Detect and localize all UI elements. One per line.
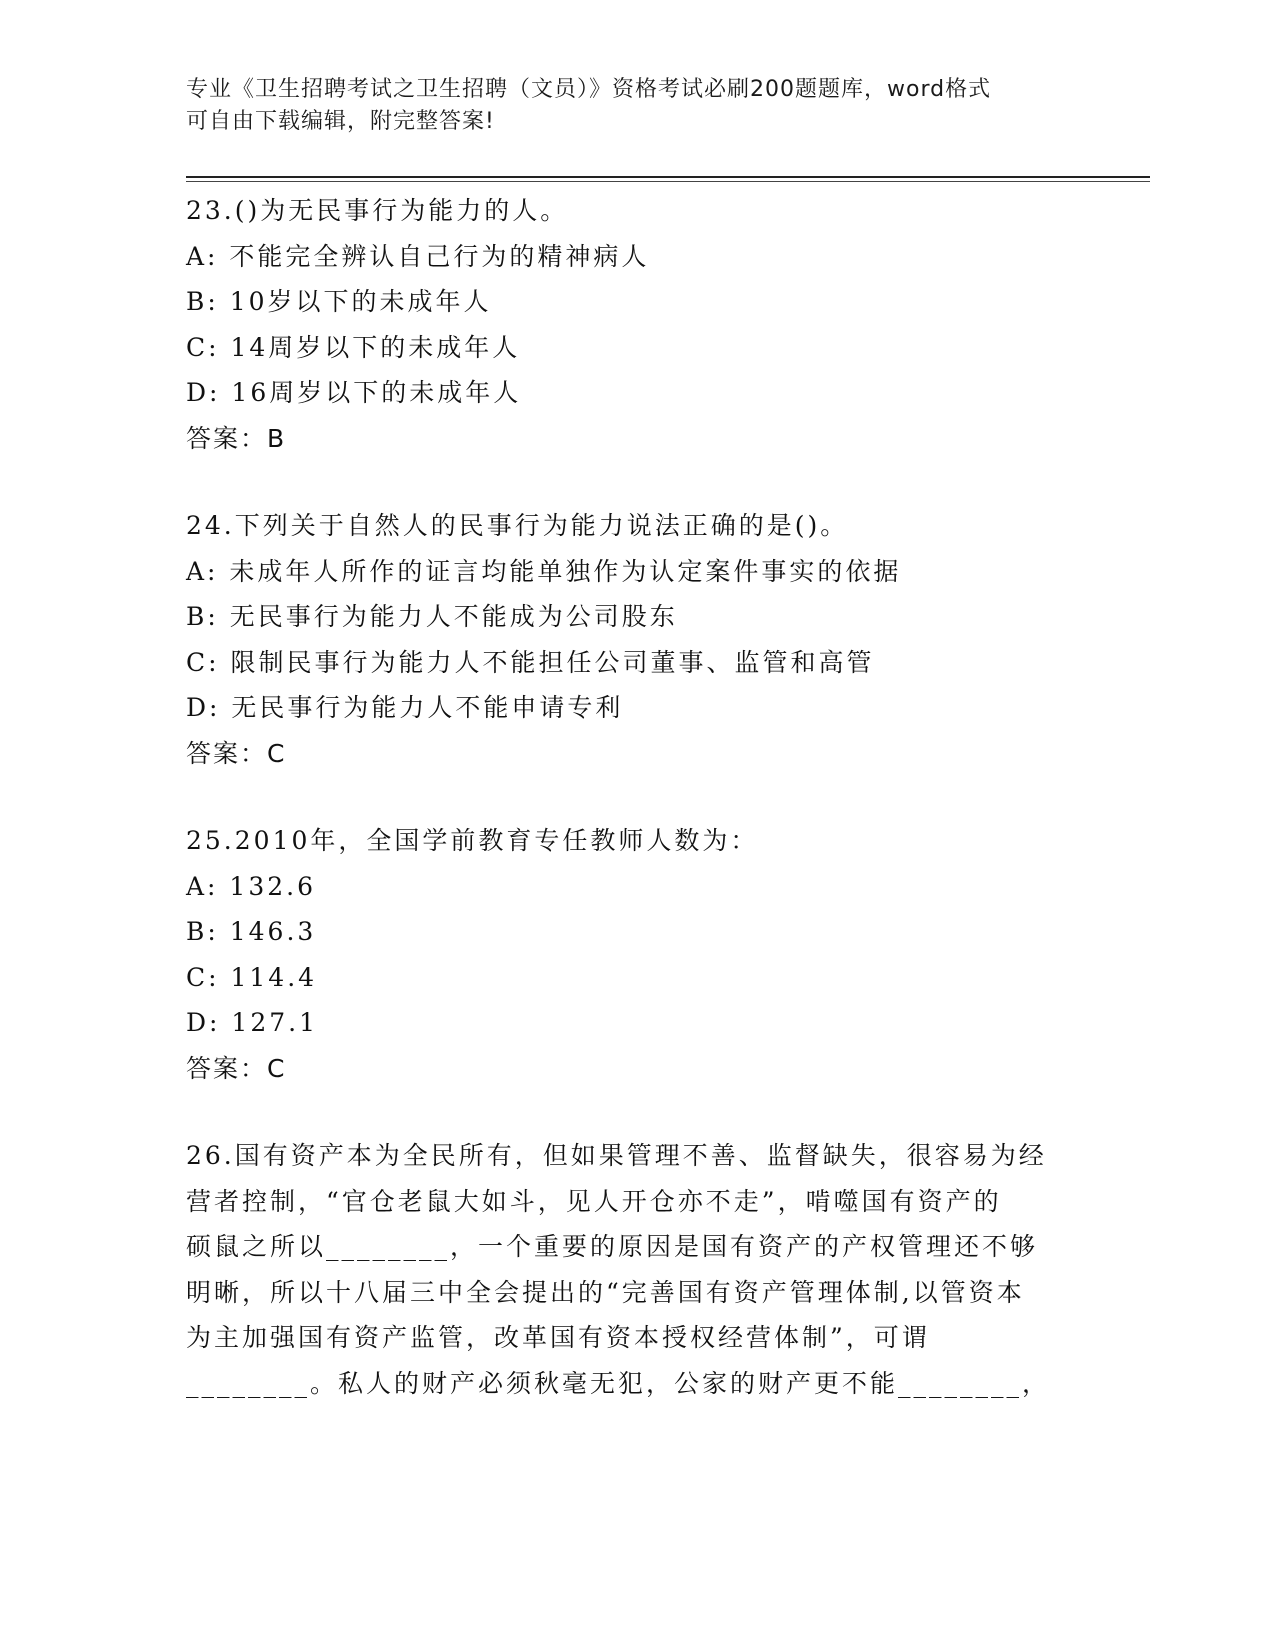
option-b: B: 10岁以下的未成年人 — [186, 287, 492, 316]
option-d: D: 127.1 — [186, 1008, 318, 1037]
option-c: C: 14周岁以下的未成年人 — [186, 332, 521, 362]
option-c: C: 114.4 — [186, 962, 318, 992]
option-b: B: 无民事行为能力人不能成为公司股东 — [186, 602, 678, 631]
question-26-line-6: ________。私人的财产必须秋毫无犯，公家的财产更不能________， — [186, 1368, 1051, 1398]
header-line-1: 专业《卫生招聘考试之卫生招聘（文员）》资格考试必刷200题题库，word格式 — [186, 77, 992, 102]
question-26-line-1: 26.国有资产本为全民所有，但如果管理不善、监督缺失，很容易为经 — [186, 1141, 1047, 1170]
question-26-line-2: 营者控制，“官仓老鼠大如斗，见人开仓亦不走”，啃噬国有资产的 — [186, 1186, 1002, 1216]
option-c: C: 限制民事行为能力人不能担任公司董事、监管和高管 — [186, 647, 875, 677]
question-26 — [186, 1133, 1086, 1406]
header-divider-thick — [186, 176, 1150, 178]
option-a: A: 132.6 — [186, 871, 316, 901]
question-stem: 24.下列关于自然人的民事行为能力说法正确的是()。 — [186, 511, 849, 540]
option-a: A: 不能完全辨认自己行为的精神病人 — [186, 241, 650, 271]
question-23 — [186, 188, 1086, 461]
question-24 — [186, 503, 1086, 776]
option-d: D: 无民事行为能力人不能申请专利 — [186, 693, 624, 722]
option-a: A: 未成年人所作的证言均能单独作为认定案件事实的依据 — [186, 556, 902, 586]
header-divider-thin — [186, 181, 1150, 182]
question-list — [186, 188, 1086, 1406]
header-line-2: 可自由下载编辑，附完整答案! — [186, 109, 495, 134]
question-26-line-5: 为主加强国有资产监管，改革国有资本授权经营体制”，可谓 — [186, 1323, 930, 1352]
question-26-line-3: 硕鼠之所以________，一个重要的原因是国有资产的产权管理还不够 — [186, 1232, 1039, 1261]
answer-line: 答案：C — [186, 738, 287, 768]
option-b: B: 146.3 — [186, 917, 317, 946]
question-25 — [186, 818, 1086, 1091]
option-d: D: 16周岁以下的未成年人 — [186, 378, 522, 407]
question-stem: 25.2010年，全国学前教育专任教师人数为： — [186, 826, 759, 855]
answer-line: 答案：B — [186, 423, 287, 453]
question-26-line-4: 明晰，所以十八届三中全会提出的“完善国有资产管理体制,以管资本 — [186, 1277, 1025, 1307]
question-stem: 23.()为无民事行为能力的人。 — [186, 196, 569, 225]
answer-line: 答案：C — [186, 1053, 287, 1083]
document-header — [186, 74, 1086, 138]
